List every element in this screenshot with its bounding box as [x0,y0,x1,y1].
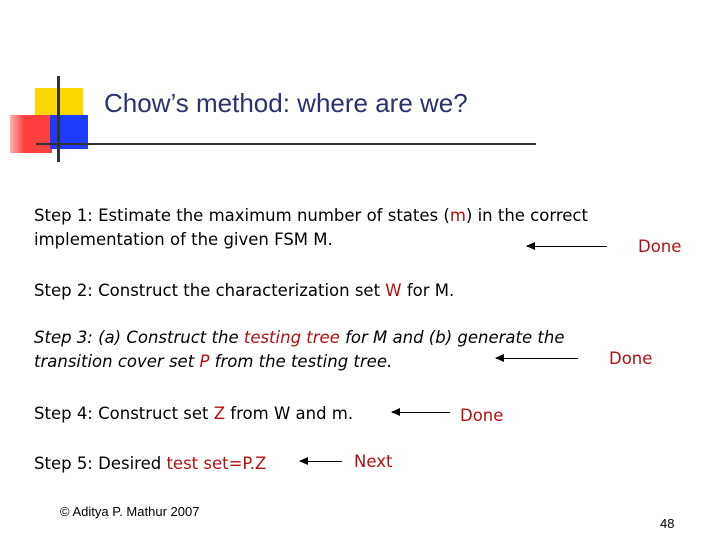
step5-arrow [300,461,342,462]
step1-arrow [527,246,607,247]
step2-highlight: W [385,281,402,300]
step4-arrow [392,412,450,413]
step2-line [34,280,454,302]
step3-text: Step 3: (a) Construct the [34,328,244,347]
step4-text: Step 4: Construct set [34,404,214,423]
slide-title: Chow’s method: where are we? [104,88,468,118]
step1-text-end: ) in the correct [465,206,588,225]
step3-line1 [34,327,564,349]
step4-text-end: from W and m. [225,404,354,423]
step5-highlight: test set=P.Z [166,454,267,473]
step3-arrow [496,358,578,359]
step4-status: Done [460,406,504,425]
step5-line [34,453,266,475]
step1-line1 [34,205,588,227]
step5-status: Next [354,452,393,471]
step3-text2: transition cover set [34,352,200,371]
red-shine-decoration [10,115,24,153]
copyright-footer: © Aditya P. Mathur 2007 [60,504,200,519]
step1-highlight: m [449,206,466,225]
step1-status: Done [638,237,682,256]
step2-text-end: for M. [401,281,455,300]
step1-text: Step 1: Estimate the maximum number of states ( [34,206,450,225]
step3-text-end: for M and (b) generate the [339,328,565,347]
page-number: 48 [660,516,675,531]
step3-status: Done [609,349,653,368]
step5-text: Step 5: Desired [34,454,167,473]
step3-line2 [34,351,392,373]
step2-text: Step 2: Construct the characterization set [34,281,386,300]
step3-highlight: testing tree [243,328,340,347]
step4-highlight: Z [213,404,226,423]
step4-line [34,403,353,425]
step1-line2: implementation of the given FSM M. [34,230,333,249]
step3-text2-end: from the testing tree. [209,352,393,371]
vertical-rule [57,76,60,162]
title-underline-rule [36,143,536,145]
step3-highlight2: P [199,352,210,371]
